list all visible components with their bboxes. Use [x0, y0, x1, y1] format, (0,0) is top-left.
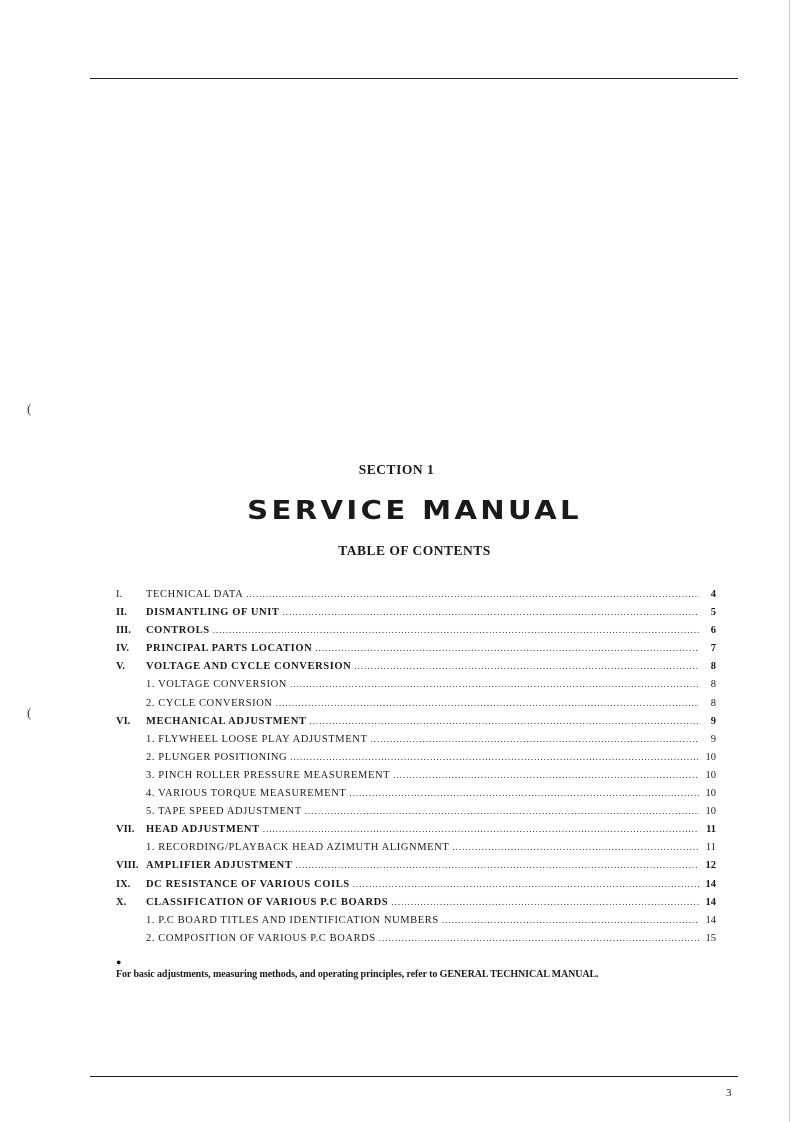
toc-entry-page: 8 — [710, 661, 716, 673]
toc-entry — [116, 929, 716, 947]
toc-entry-page: 9 — [710, 733, 716, 745]
toc-entry-page: 14 — [705, 878, 716, 890]
dot-leader — [354, 657, 699, 675]
page-number: 3 — [726, 1087, 732, 1099]
toc-entry-title: 1. FLYWHEEL LOOSE PLAY ADJUSTMENT — [146, 733, 368, 745]
toc-entry-title: 4. VARIOUS TORQUE MEASUREMENT — [146, 788, 347, 800]
toc-entry-title: 2. PLUNGER POSITIONING — [146, 751, 288, 763]
toc-entry — [116, 820, 716, 838]
toc-entry — [116, 766, 716, 784]
toc-entry-title: 2. COMPOSITION OF VARIOUS P.C BOARDS — [146, 932, 376, 944]
toc-entry — [116, 748, 716, 766]
toc-entry-page: 8 — [710, 697, 716, 709]
toc-entry-title: 3. PINCH ROLLER PRESSURE MEASUREMENT — [146, 769, 391, 781]
dot-leader — [452, 838, 699, 856]
dot-leader — [213, 621, 699, 639]
toc-entry — [116, 585, 716, 603]
binding-mark: ( — [27, 705, 32, 720]
toc-entry-page: 6 — [710, 625, 716, 637]
dot-leader — [305, 802, 699, 820]
toc-entry — [116, 856, 716, 874]
toc-entry-number: III. — [116, 625, 131, 637]
toc-entry-number: IX. — [116, 878, 131, 890]
dot-leader — [393, 766, 699, 784]
toc-entry — [116, 911, 716, 929]
toc-entry-title: 1. VOLTAGE CONVERSION — [146, 679, 287, 691]
toc-entry-title: DISMANTLING OF UNIT — [146, 607, 280, 619]
toc-entry — [116, 657, 716, 675]
toc-entry — [116, 802, 716, 820]
toc-entry — [116, 621, 716, 639]
toc-entry-title: 1. P.C BOARD TITLES AND IDENTIFICATION NUMBERS — [146, 914, 439, 926]
toc-entry-page: 14 — [705, 914, 716, 926]
toc-heading: TABLE OF CONTENTS — [338, 543, 491, 558]
toc-entry — [116, 893, 716, 911]
toc-entry-title: DC RESISTANCE OF VARIOUS COILS — [146, 878, 350, 890]
toc-entry-title: MECHANICAL ADJUSTMENT — [146, 715, 307, 727]
toc-entry — [116, 603, 716, 621]
toc-entry-page: 12 — [705, 860, 716, 872]
toc-entry — [116, 675, 716, 693]
toc-entry-page: 14 — [705, 896, 716, 908]
dot-leader — [315, 639, 699, 657]
bullet-mark: ● — [116, 957, 122, 967]
toc-entry-number: IV. — [116, 643, 129, 655]
toc-entry-number: VII. — [116, 824, 135, 836]
toc-entry-number: I. — [116, 589, 123, 600]
dot-leader — [283, 603, 699, 621]
dot-leader — [353, 875, 699, 893]
toc-entry-title: 5. TAPE SPEED ADJUSTMENT — [146, 806, 302, 818]
dot-leader — [276, 694, 699, 712]
dot-leader — [290, 748, 699, 766]
page-edge — [789, 0, 790, 1122]
toc-entry-title: PRINCIPAL PARTS LOCATION — [146, 643, 313, 655]
binding-mark: ( — [27, 401, 32, 416]
table-of-contents — [116, 585, 716, 947]
top-rule — [90, 78, 738, 79]
toc-entry-page: 10 — [705, 806, 716, 818]
toc-entry-page: 10 — [705, 751, 716, 763]
dot-leader — [442, 911, 699, 929]
toc-entry-page: 10 — [705, 769, 716, 781]
toc-entry-page: 8 — [710, 679, 716, 691]
dot-leader — [370, 730, 699, 748]
dot-leader — [391, 893, 699, 911]
toc-entry-page: 11 — [705, 842, 716, 854]
toc-entry-page: 4 — [710, 589, 716, 600]
toc-entry-number: VIII. — [116, 860, 139, 872]
dot-leader — [310, 712, 700, 730]
toc-entry — [116, 712, 716, 730]
dot-leader — [246, 585, 699, 603]
toc-entry-page: 15 — [705, 932, 716, 944]
dot-leader — [295, 856, 699, 874]
toc-entry-page: 11 — [706, 824, 716, 836]
dot-leader — [349, 784, 699, 802]
toc-entry — [116, 784, 716, 802]
footnote: For basic adjustments, measuring methods, and operating principles, refer to GENERAL TECHNICAL MANUAL. — [116, 969, 599, 980]
toc-entry-number: II. — [116, 607, 127, 619]
toc-entry-title: VOLTAGE AND CYCLE CONVERSION — [146, 661, 352, 673]
dot-leader — [290, 675, 699, 693]
toc-entry-title: 1. RECORDING/PLAYBACK HEAD AZIMUTH ALIGNMENT — [146, 842, 450, 854]
toc-entry — [116, 875, 716, 893]
toc-entry-page: 7 — [710, 643, 716, 655]
toc-entry — [116, 730, 716, 748]
bottom-rule — [90, 1076, 738, 1077]
toc-entry-number: X. — [116, 896, 127, 908]
toc-entry-number: VI. — [116, 715, 131, 727]
document-title: SERVICE MANUAL — [247, 496, 582, 526]
toc-entry-title: CLASSIFICATION OF VARIOUS P.C BOARDS — [146, 896, 389, 908]
toc-entry-page: 5 — [710, 607, 716, 619]
toc-entry-title: AMPLIFIER ADJUSTMENT — [146, 860, 293, 872]
dot-leader — [263, 820, 699, 838]
toc-entry — [116, 639, 716, 657]
toc-entry-title: CONTROLS — [146, 625, 210, 637]
section-label: SECTION 1 — [358, 462, 435, 477]
toc-entry-title: TECHNICAL DATA — [146, 589, 244, 600]
toc-entry-title: 2. CYCLE CONVERSION — [146, 697, 273, 709]
toc-entry-number: V. — [116, 661, 125, 673]
dot-leader — [379, 929, 699, 947]
toc-entry-page: 9 — [710, 715, 716, 727]
toc-entry — [116, 838, 716, 856]
toc-entry-title: HEAD ADJUSTMENT — [146, 824, 260, 836]
toc-entry-page: 10 — [705, 788, 716, 800]
toc-entry — [116, 694, 716, 712]
